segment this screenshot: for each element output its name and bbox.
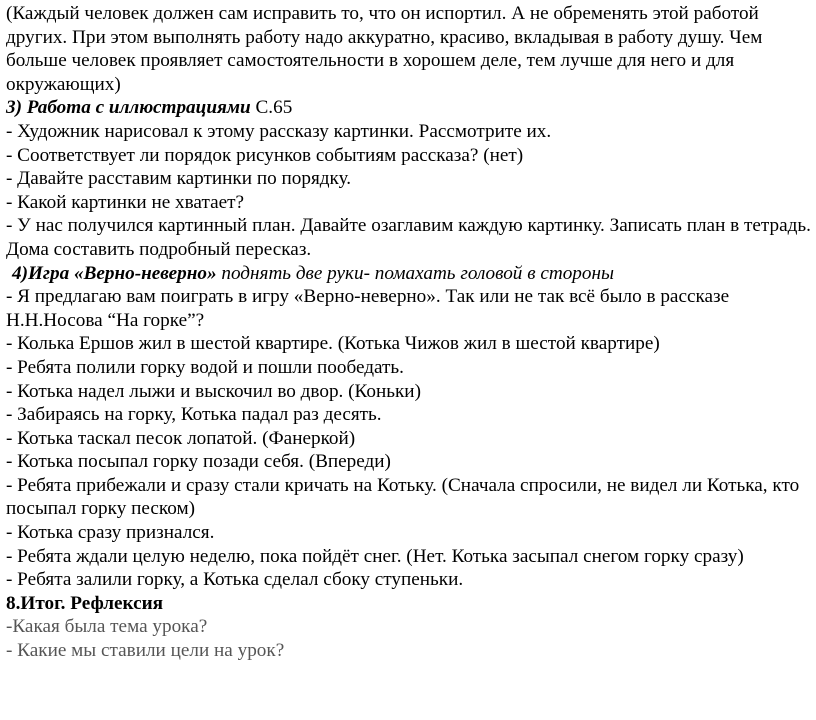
section-4-line: - Котька посыпал горку позади себя. (Впереди) [6,451,391,473]
section-4-line: - Ребята прибежали и сразу стали кричать на Котьку. (Сначала спросили, не видел ли Котька, кто посыпал горку песком) [6,474,800,520]
section-3-page-ref: С.65 [250,97,293,119]
section-4-line: - Котька надел лыжи и выскочил во двор. (Коньки) [6,380,421,402]
section-4-line: - Котька таскал песок лопатой. (Фанеркой) [6,427,356,449]
section-4-line: - Котька сразу признался. [6,522,215,544]
section-4-line: - Колька Ершов жил в шестой квартире. (Котька Чижов жил в шестой квартире) [6,333,660,355]
section-8-line: -Какая была тема урока? [6,616,208,638]
section-8-line: - Какие мы ставили цели на урок? [6,640,285,662]
section-3-line: - Соответствует ли порядок рисунков событиям рассказа? (нет) [6,144,524,166]
section-3-line: - Художник нарисовал к этому рассказу картинки. Рассмотрите их. [6,120,552,142]
section-4-note: поднять две руки- помахать головой в стороны [216,262,614,284]
intro-paragraph: (Каждый человек должен сам исправить то, что он испортил. А не обременять этой работой других. При этом выполнять работу надо аккуратно, красиво, вкладывая в работу душу. Чем больше человек проявляет самостоятельности в хорошем деле, тем лучше для него и для окружающих) [6,3,763,95]
section-3-heading: 3) Работа с иллюстрациями [6,97,251,119]
section-3-line: - Давайте расставим картинки по порядку. [6,168,352,190]
section-8-heading: 8.Итог. Рефлексия [6,592,164,614]
section-4-line: - Ребята залили горку, а Котька сделал сбоку ступеньки. [6,569,464,591]
section-4-heading-line [6,262,812,286]
section-4-line: - Ребята полили горку водой и пошли пообедать. [6,356,404,378]
section-4-heading: 4)Игра «Верно-неверно» [12,262,217,284]
section-4-line: - Я предлагаю вам поиграть в игру «Верно-неверно». Так или не так всё было в рассказе Н.Н.Носова “На горке”? [6,286,730,331]
section-4-line: - Ребята ждали целую неделю, пока пойдёт снег. (Нет. Котька засыпал снегом горку сразу) [6,545,744,567]
section-3-heading-line [6,96,812,120]
section-4-line: - Забираясь на горку, Котька падал раз десять. [6,404,382,426]
section-3-line: - У нас получился картинный план. Давайте озаглавим каждую картинку. Записать план в тетрадь. Дома составить подробный пересказ. [6,215,811,260]
section-3-line: - Какой картинки не хватает? [6,191,245,213]
